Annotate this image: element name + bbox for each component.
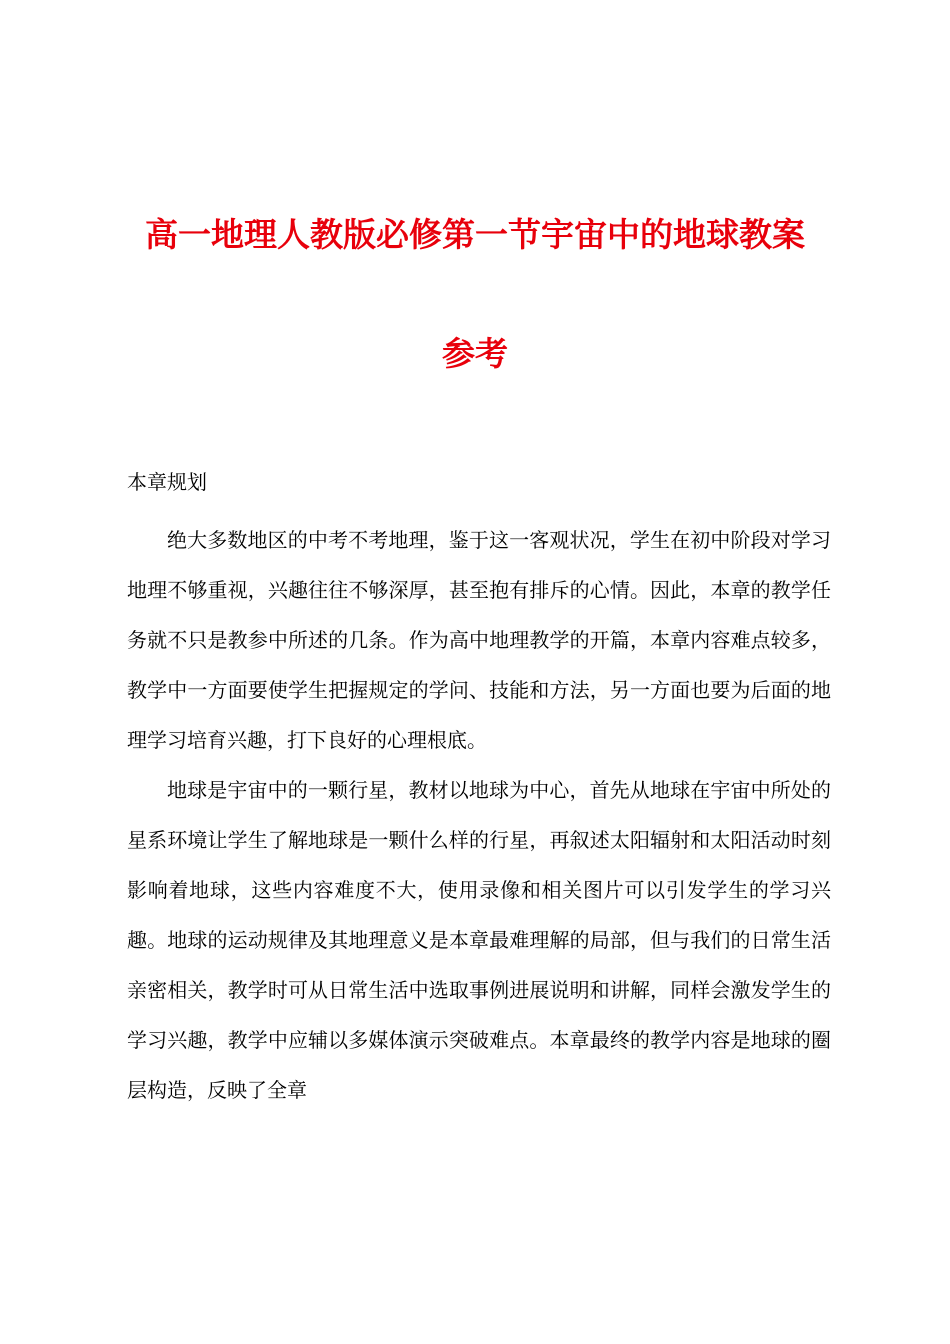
document-body	[127, 465, 831, 1115]
document-title-line-2: 参考	[442, 334, 508, 373]
document-title-line-1: 高一地理人教版必修第一节宇宙中的地球教案	[145, 215, 805, 254]
body-paragraph-2: 地球是宇宙中的一颗行星，教材以地球为中心，首先从地球在宇宙中所处的星系环境让学生了解地球是一颗什么样的行星，再叙述太阳辐射和太阳活动时刻影响着地球，这些内容难度不大，使用录像和相关图片可以引发学生的学习兴趣。地球的运动规律及其地理意义是本章最难理解的局部，但与我们的日常生活亲密相关，教学时可从日常生活中选取事例进展说明和讲解，同样会激发学生的学习兴趣，教学中应辅以多媒体演示突破难点。本章最终的教学内容是地球的圈层构造，反映了全章	[127, 778, 831, 1102]
section-heading: 本章规划	[127, 470, 207, 494]
body-paragraph-1: 绝大多数地区的中考不考地理，鉴于这一客观状况，学生在初中阶段对学习地理不够重视，兴趣往往不够深厚，甚至抱有排斥的心情。因此，本章的教学任务就不只是教参中所述的几条。作为高中地理教学的开篇，本章内容难点较多，教学中一方面要使学生把握规定的学问、技能和方法，另一方面也要为后面的地理学习培育兴趣，打下良好的心理根底。	[127, 528, 831, 752]
